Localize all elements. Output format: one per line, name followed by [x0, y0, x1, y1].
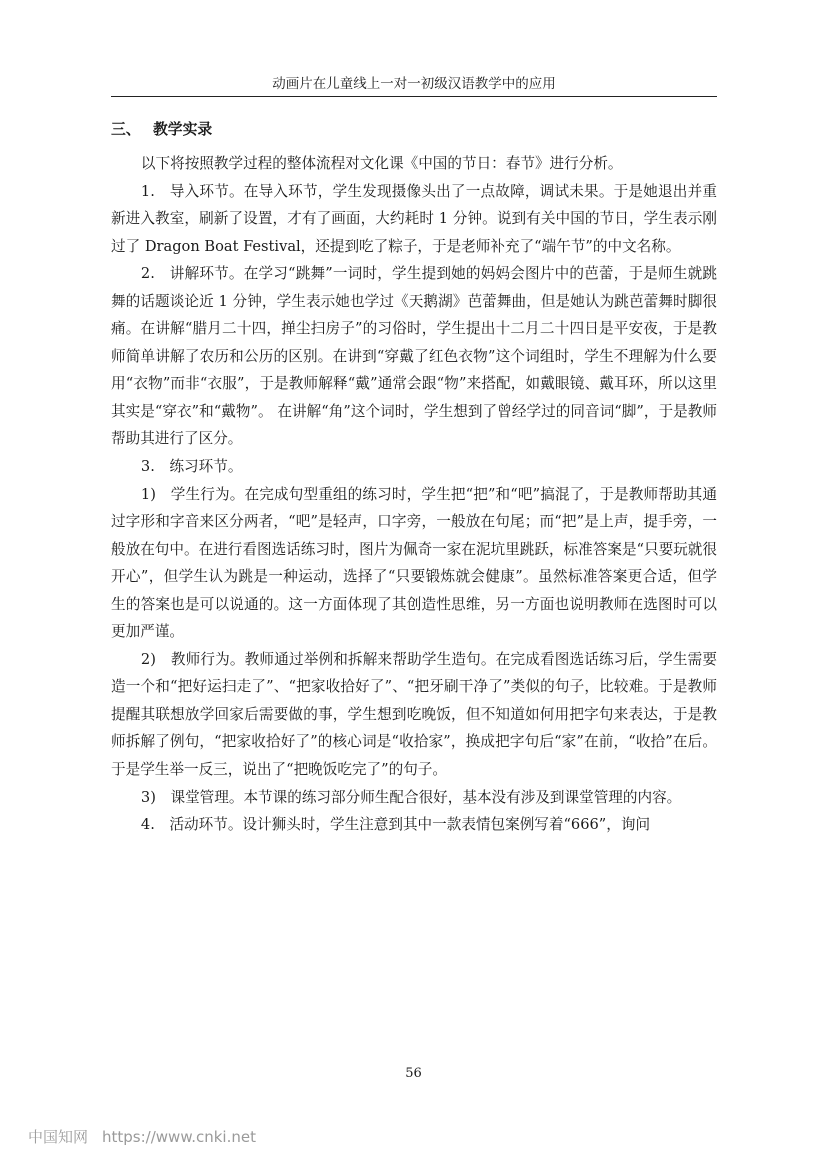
section-number: 三、 [111, 121, 141, 138]
paragraph: 4. 活动环节。设计狮头时，学生注意到其中一款表情包案例写着“666”，询问 [140, 816, 651, 834]
cnki-watermark [28, 1127, 256, 1147]
paragraph: 2) 教师行为。教师通过举例和拆解来帮助学生造句。在完成看图选话练习后，学生需要造一个和“把好运扫走了”、“把家收拾好了”、“把牙刷干净了”类似的句子，比较难。于是教师提醒其联想放学回家后需要做的事，学生想到吃晚饭，但不知道如何用把字句来表达，于是教师拆解了例句，“把家收拾好了”的核心词是“收拾家”，换成把字句后“家”在前，“收拾”在后。于是学生举一反三，说出了“把晚饭吃完了”的句子。 [111, 650, 717, 779]
page-number: 56 [405, 1066, 422, 1081]
paragraph: 3) 课堂管理。本节课的练习部分师生配合很好，基本没有涉及到课堂管理的内容。 [140, 788, 682, 806]
watermark-logo-text: 中国知网 [28, 1128, 89, 1146]
header-rule [111, 96, 717, 97]
running-header-title: 动画片在儿童线上一对一初级汉语教学中的应用 [272, 76, 556, 92]
paragraph: 3. 练习环节。 [140, 458, 243, 476]
paragraph: 1) 学生行为。在完成句型重组的练习时，学生把“把”和“吧”搞混了，于是教师帮助其通过字形和字音来区分两者，“吧”是轻声，口字旁，一般放在句尾；而“把”是上声，提手旁，一般放在句中。在进行看图选话练习时，图片为佩奇一家在泥坑里跳跃，标准答案是“只要玩就很开心”，但学生认为跳是一种运动，选择了“只要锻炼就会健康”。虽然标准答案更合适，但学生的答案也是可以说通的。这一方面体现了其创造性思维，另一方面也说明教师在选图时可以更加严谨。 [111, 485, 717, 641]
watermark-url: https://www.cnki.net [102, 1128, 256, 1146]
paragraph: 以下将按照教学过程的整体流程对文化课《中国的节日：春节》进行分析。 [140, 155, 623, 172]
paragraph: 2. 讲解环节。在学习“跳舞”一词时，学生提到她的妈妈会图片中的芭蕾，于是师生就跳舞的话题谈论近 1 分钟，学生表示她也学过《天鹅湖》芭蕾舞曲，但是她认为跳芭蕾舞时脚很痛。在讲解“腊月二十四，掸尘扫房子”的习俗时，学生提出十二月二十四日是平安夜，于是教师简单讲解了农历和公历的区别。在讲到“穿戴了红色衣物”这个词组时，学生不理解为什么要用“衣物”而非“衣服”，于是教师解释“戴”通常会跟“物”来搭配，如戴眼镜、戴耳环，所以这里其实是“穿衣”和“戴物”。 在讲解“角”这个词时，学生想到了曾经学过的同音词“脚”，于是教师帮助其进行了区分。 [111, 265, 717, 448]
section-heading [111, 116, 717, 143]
section-title: 教学实录 [153, 121, 213, 138]
body-text [111, 116, 717, 839]
paragraph: 1. 导入环节。在导入环节，学生发现摄像头出了一点故障，调试未果。于是她退出并重新进入教室，刷新了设置，才有了画面，大约耗时 1 分钟。说到有关中国的节日，学生表示刚过了 Dragon Boat Festival，还提到吃了粽子，于是老师补充了“端午节”的中文名称。 [111, 182, 717, 255]
